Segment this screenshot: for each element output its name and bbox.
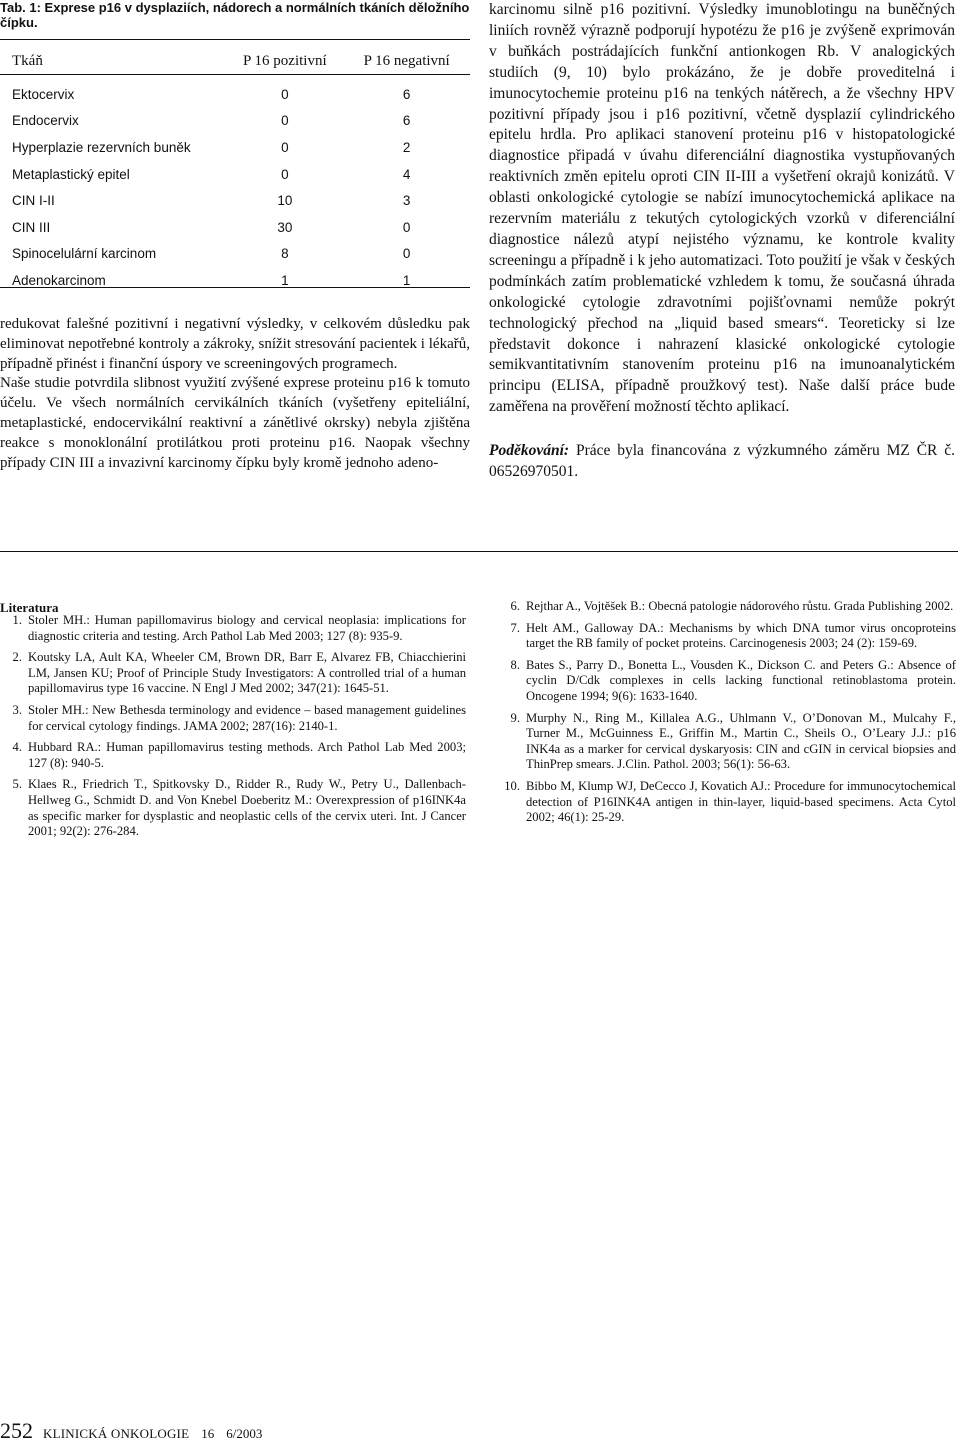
table-row [0,161,470,188]
references-heading: Literatura [0,600,59,615]
table-row [0,214,470,241]
journal-issue: 6/2003 [226,1426,263,1441]
reference-text: Stoler MH.: Human papillomavirus biology and cervical neoplasia: implications for diagnostic criteria and testing. Arch Pathol Lab Med 2003; 127 (8): 935-9. [28,613,466,643]
acknowledgement-label: Poděkování: [489,442,570,460]
body-paragraph: Naše studie potvrdila slibnost využití zvýšené exprese proteinu p16 k tomuto účelu. Ve všech normálních cervikálních tkáních (vyšetřeny epiteliální, metaplastické, endocervikální reaktivní a zánětlivé okrsky) nebyla zjištěna reakce s monoklonální protilátkou proti proteinu p16. Naopak všechny případy CIN III a invazivní karcinomy čípku byly kromě jednoho adeno- [0,375,470,471]
journal-name: KLINICKÁ ONKOLOGIE [43,1426,190,1441]
table-cell-negative: 4 [402,166,411,182]
table-cell-positive: 0 [281,166,289,182]
table-cell-tissue: CIN I-II [12,193,55,209]
table-header-tissue: Tkáň [12,52,43,69]
table-row [0,241,470,268]
table-rule-top [0,39,470,40]
table-cell-tissue: Endocervix [12,113,79,129]
table-cell-positive: 30 [277,219,293,235]
section-divider [0,551,958,552]
journal-volume: 16 [201,1426,215,1441]
reference-item [498,711,956,773]
left-column-text [0,315,470,473]
table-cell-tissue: Ektocervix [12,86,75,102]
reference-number: 8. [510,657,520,672]
reference-number: 10. [504,778,520,793]
reference-item [498,599,956,615]
table-row [0,108,470,135]
table-cell-tissue: CIN III [12,219,51,235]
right-column-text [489,0,955,483]
expression-table [0,41,470,294]
body-paragraph: redukovat falešné pozitivní i negativní výsledky, v celkovém důsledku pak eliminovat nepotřebné kontroly a zákroky, snížit stresování pacientek i lékařů, případně přinést i finanční úspory ve screeningových programech. [0,316,470,372]
reference-text: Bates S., Parry D., Bonetta L., Vousden K., Dickson C. and Peters G.: Absence of cyclin D/Cdk complexes in cells lacking functional retinoblastoma protein. Oncogene 1994; 9(6): 1633-1640. [526,657,956,703]
references-list-right [498,599,956,832]
table-row [0,81,470,108]
table-row [0,134,470,161]
table-header-positive: P 16 pozitivní [243,52,327,69]
acknowledgement [489,441,955,483]
table-row [0,267,470,294]
table-cell-negative: 6 [402,113,411,129]
table-caption: Tab. 1: Exprese p16 v dysplaziích, nádorech a normálních tkáních děložního čípku. [0,0,470,30]
table-cell-negative: 0 [402,246,411,262]
reference-text: Koutsky LA, Ault KA, Wheeler CM, Brown DR, Barr E, Alvarez FB, Chiacchierini LM, Jansen KU; Proof of Principle Study Investigators: A controlled trial of a human papillomavirus type 16 vaccine. N Engl J Med 2002; 347(21): 1645-51. [28,650,466,696]
table-cell-tissue: Spinocelulární karcinom [12,246,157,262]
table-cell-positive: 8 [281,246,289,262]
reference-item [498,779,956,826]
table-header-row [0,41,470,81]
table-cell-positive: 1 [281,272,289,288]
reference-text: Bibbo M, Klump WJ, DeCecco J, Kovatich AJ.: Procedure for immunocytochemical detection of P16INK4A antigen in thin-layer, liquid-based specimens. Acta Cytol 2002; 46(1): 25-29. [526,778,956,825]
table-cell-positive: 0 [281,113,289,129]
table-cell-tissue: Hyperplazie rezervních buněk [12,139,191,155]
reference-number: 4. [12,740,22,755]
reference-item [498,621,956,652]
acknowledgement-text: Práce byla financována z výzkumného záměru MZ ČR č. 06526970501. [489,442,955,481]
table-cell-negative: 1 [402,272,411,288]
reference-number: 2. [12,650,22,665]
reference-text: Hubbard RA.: Human papillomavirus testing methods. Arch Pathol Lab Med 2003; 127 (8): 940-5. [28,740,466,770]
reference-text: Klaes R., Friedrich T., Spitkovsky D., Ridder R., Rudy W., Petry U., Dallenbach-Hellweg G., Schmidt D. and Von Knebel Doeberitz M.: Overexpression of p16INK4a as specific marker for dysplastic and neoplastic cells of the cervix uteri. Int. J Cancer 2001; 92(2): 276-284. [28,777,466,839]
reference-number: 1. [12,613,22,627]
reference-text: Helt AM., Galloway DA.: Mechanisms by which DNA tumor virus oncoproteins target the RB family of pocket proteins. Carcinogenesis 2003; 24 (2): 159-69. [526,620,956,651]
page-number: 252 [0,1418,33,1443]
table-cell-negative: 3 [402,193,411,209]
reference-text: Stoler MH.: New Bethesda terminology and evidence – based management guidelines for cervical cytology findings. JAMA 2002; 287(16): 2140-1. [28,702,466,733]
reference-item [0,650,466,697]
reference-number: 3. [12,702,22,717]
reference-item [0,740,466,771]
reference-item [0,703,466,734]
table-cell-tissue: Metaplastický epitel [12,166,130,182]
table-cell-negative: 0 [402,219,411,235]
page-footer [0,1418,262,1444]
table-row [0,187,470,214]
reference-item [0,613,466,644]
reference-number: 5. [12,777,22,792]
table-cell-positive: 0 [281,86,289,102]
table-cell-positive: 10 [277,193,293,209]
reference-item [498,658,956,705]
reference-text: Rejthar A., Vojtěšek B.: Obecná patologie nádorového růstu. Grada Publishing 2002. [526,599,954,613]
reference-item [0,777,466,839]
table-cell-positive: 0 [281,139,289,155]
reference-number: 6. [510,599,520,613]
table-cell-negative: 6 [402,86,411,102]
table-header-negative: P 16 negativní [363,52,450,69]
table-cell-tissue: Adenokarcinom [12,272,106,288]
reference-number: 9. [510,710,520,725]
reference-text: Murphy N., Ring M., Killalea A.G., Uhlmann V., O’Donovan M., Mulcahy F., Turner M., McGuinness E., Griffin M., Martin C., Sheils O., O’Leary J.J.: p16 INK4a as a marker for cervical dyskaryosis: CIN and cGIN in cervical biopsies and ThinPrep smears. J.Clin. Pathol. 2003; 56(1): 56-63. [526,710,956,772]
reference-number: 7. [510,620,520,635]
table-cell-negative: 2 [402,139,411,155]
references-list-left [0,613,466,846]
body-paragraph: karcinomu silně p16 pozitivní. Výsledky imunoblotingu na buněčných liniích rovněž výrazně podporují hypotézu že p16 je zvýšeně exprimován v buňkách postrádajících funkční antionkogen Rb. V analogických studiích (9, 10) bylo prokázáno, že je dobře proveditelná i imunocytochemie proteinu p16 na tenkých nátěrech, a že všechny HPV pozitivní případy jsou i p16 pozitivní, včetně dysplazií cylindrického epitelu hrdla. Pro aplikaci stanovení proteinu p16 v histopatologické diagnostice připadá v úvahu diferenciální diagnostika vystupňovaných reaktivních změn epitelu oproti CIN II-III a vyšetření okrajů konizátů. V oblasti onkologické cytologie se nabízí imunocytochemická aplikace na rezervním materiálu z tekutých cytologických vzorků v diferenciální diagnostice nálezů atypí nejistého významu, ke kontrole kvality screeningu a případně i k jeho automatizaci. Toto použití je však v českých podmínkách zatím problematické vzhledem k tomu, že současná úhrada onkologické cytologie zdravotními pojišťovnami nemůže pokrýt technologický přechod na „liquid based smears“. Teoreticky si lze představit dokonce i nahrazení klasické onkologické cytologie semikvantitativním stanovením proteinu p16 na imunoanalytickém principu (ELISA, případně proužkový test). Naše další práce bude zaměřena na prověření možností těchto aplikací. [489,1,955,416]
